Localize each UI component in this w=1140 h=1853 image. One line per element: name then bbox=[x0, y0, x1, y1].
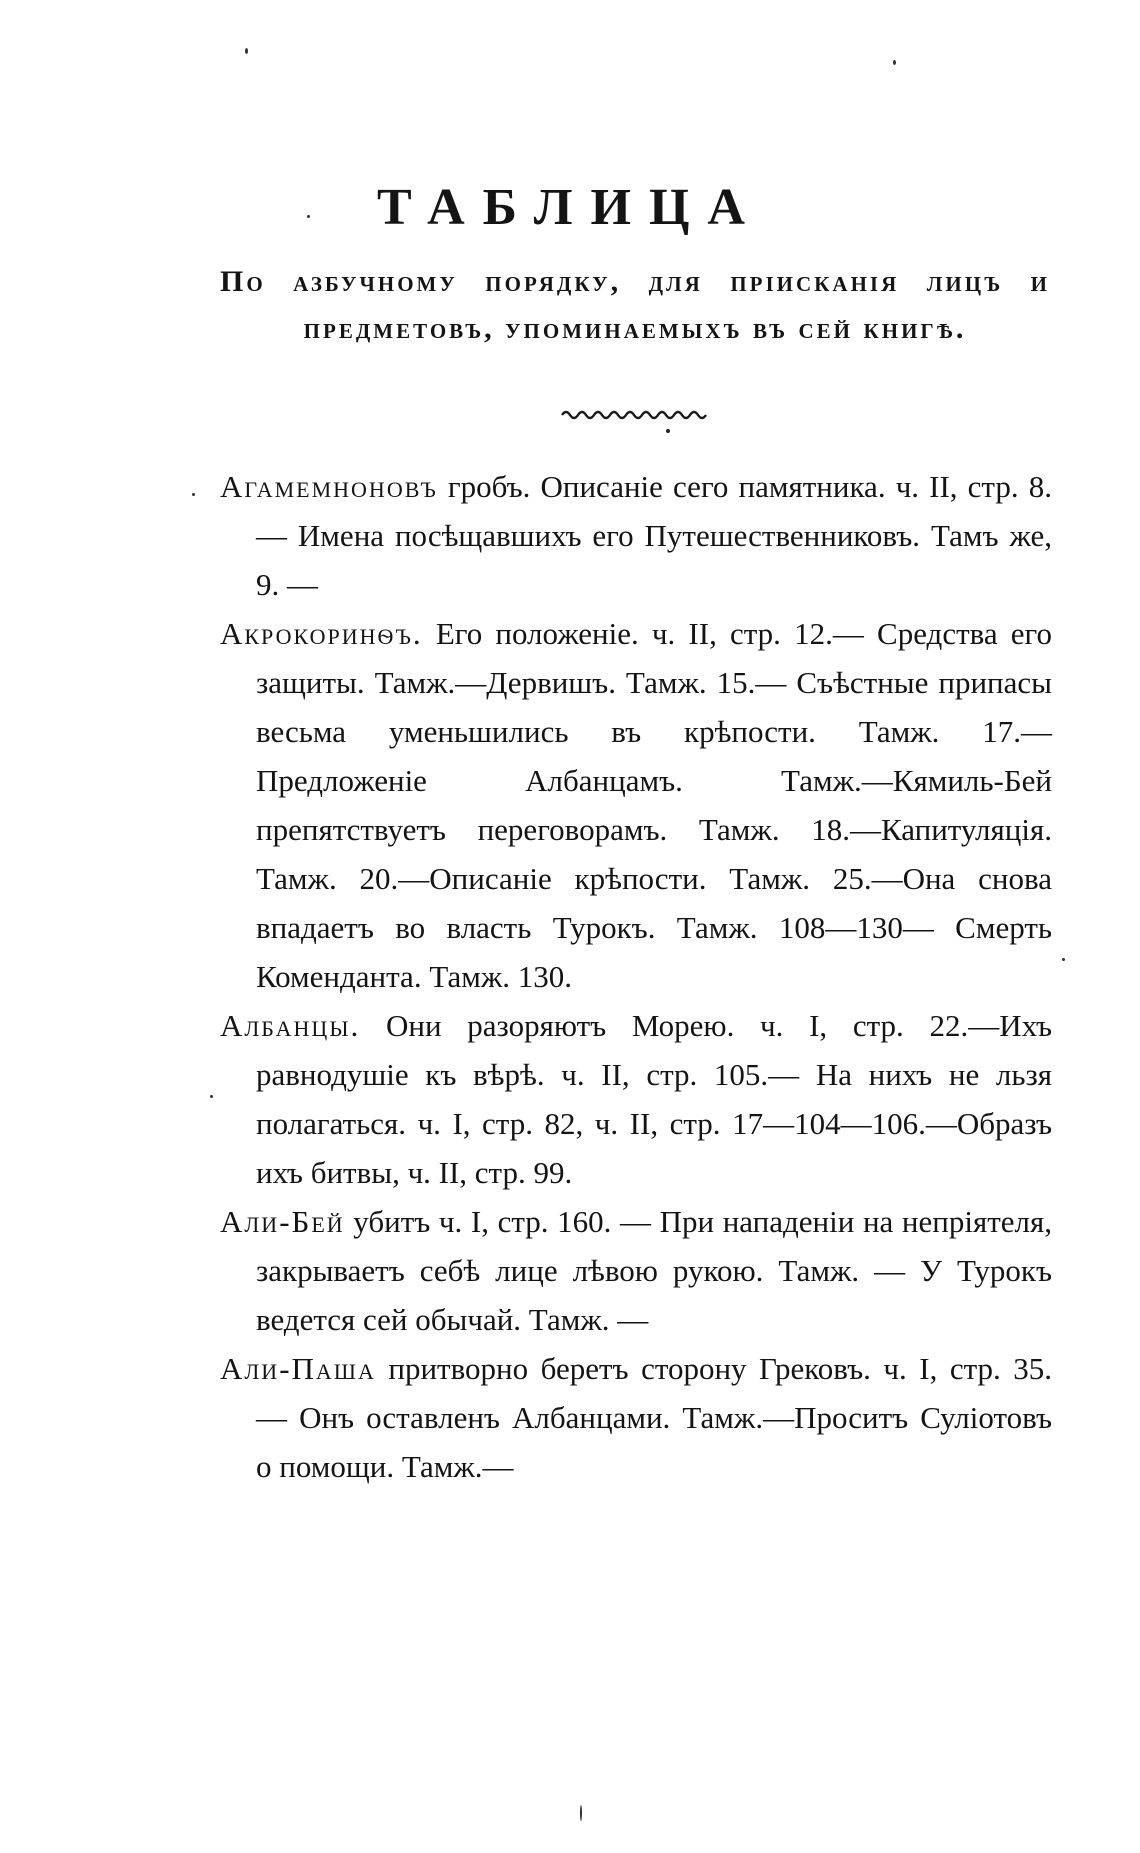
speck bbox=[192, 493, 195, 496]
index-entry bbox=[220, 462, 1052, 609]
index-entry bbox=[220, 1344, 1052, 1491]
page-subtitle: По азбучному порядку, для прiисканiя лицъ и предметовъ, упоминаемыхъ въ сей книгѣ. bbox=[220, 265, 1050, 345]
speck bbox=[307, 215, 310, 218]
speck bbox=[210, 1095, 213, 1098]
index-entry bbox=[220, 1197, 1052, 1344]
entry-text: гробъ. Описанiе сего памятника. ч. II, стр. 8. — Имена посѣщавшихъ его Путешественниковъ. Тамъ же, 9. — bbox=[256, 469, 1052, 602]
entry-heading: Албанцы. bbox=[220, 1008, 361, 1043]
page-title: ТАБЛИЦА bbox=[377, 179, 763, 236]
index-entry bbox=[220, 1001, 1052, 1197]
entry-heading: Агамемноновъ bbox=[220, 469, 438, 504]
speck bbox=[245, 48, 248, 54]
entry-heading: Акрокоринѳъ. bbox=[220, 616, 423, 651]
entry-heading: Али-Бей bbox=[220, 1204, 345, 1239]
wavy-rule-ornament-icon bbox=[560, 405, 710, 435]
speck bbox=[1062, 958, 1065, 961]
entry-text: убитъ ч. I, стр. 160. — При нападенiи на непрiятеля, закрываетъ себѣ лице лѣвою рукою. Тамж. — У Турокъ ведется сей обычай. Тамж. — bbox=[256, 1204, 1053, 1337]
index-entries bbox=[220, 462, 1052, 1491]
entry-text: Они разоряютъ Морею. ч. I, стр. 22.—Ихъ равнодушiе къ вѣрѣ. ч. II, стр. 105.— На нихъ не льзя полагаться. ч. I, стр. 82, ч. II, стр. 17—104—106.—Образъ ихъ битвы, ч. II, стр. 99. bbox=[256, 1008, 1053, 1190]
index-entry bbox=[220, 609, 1052, 1001]
entry-text: Его положенiе. ч. II, стр. 12.— Средства его защиты. Тамж.—Дервишъ. Тамж. 15.— Съѣстные припасы весьма уменьшились въ крѣпости. Тамж. 17.— Предложенiе Албанцамъ. Тамж.—Кямиль-Бей препятствуетъ переговорамъ. Тамж. 18.—Капитуляцiя. Тамж. 20.—Описанiе крѣпости. Тамж. 25.—Она снова впадаетъ во власть Турокъ. Тамж. 108—130— Смерть Коменданта. Тамж. 130. bbox=[256, 616, 1052, 994]
speck bbox=[580, 1805, 582, 1821]
speck bbox=[893, 60, 896, 65]
entry-text: притворно беретъ сторону Грековъ. ч. I, стр. 35. — Онъ оставленъ Албанцами. Тамж.—Проситъ Сулiотовъ о помощи. Тамж.— bbox=[256, 1351, 1052, 1484]
entry-heading: Али-Паша bbox=[220, 1351, 376, 1386]
